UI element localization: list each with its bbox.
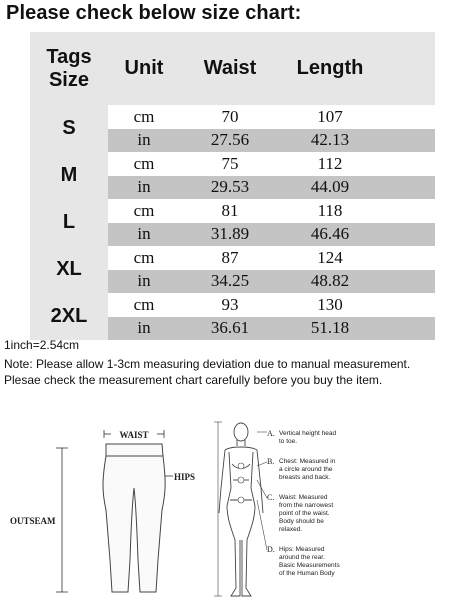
unit-cell: cm: [133, 200, 155, 220]
header-unit: Unit: [124, 57, 164, 79]
length-cell: 130: [317, 294, 343, 314]
outseam-label: OUTSEAM: [10, 516, 56, 526]
hips-label-group: [165, 472, 195, 482]
table-header: [30, 32, 435, 105]
size-tag: M: [30, 152, 108, 199]
length-cell: 112: [317, 153, 343, 173]
waist-cell: 29.53: [210, 177, 250, 197]
page-title: Please check below size chart:: [6, 2, 302, 24]
leggings-outline: [103, 444, 165, 592]
annotation-b: [267, 457, 336, 481]
header-waist: Waist: [203, 57, 257, 79]
annotation-c-line-4: Body should be: [279, 518, 324, 525]
length-cell: 42.13: [310, 130, 350, 150]
length-cell: 48.82: [310, 271, 350, 291]
unit-cell: in: [137, 177, 151, 197]
table-row: [108, 129, 435, 153]
size-tag: 2XL: [30, 293, 108, 340]
table-row: [108, 293, 435, 317]
measurement-note: Note: Please allow 1-3cm measuring deviation due to manual measurement. Plesae check the measurement chart carefully before you buy the item.: [4, 357, 411, 387]
unit-cell: cm: [133, 106, 155, 126]
waist-cell: 93: [221, 294, 239, 314]
annotation-d: [267, 545, 340, 577]
annotation-c-line-5: relaxed.: [279, 526, 303, 533]
waist-label: WAIST: [119, 430, 149, 440]
unit-conversion: 1inch=2.54cm: [4, 338, 80, 352]
size-rows: [108, 152, 435, 199]
leggings-diagram: [0, 420, 230, 600]
annotation-b-letter: B.: [267, 457, 275, 466]
annotation-d-line-3: Basic Measurements: [279, 562, 340, 569]
table-row: [108, 199, 435, 223]
size-group: [30, 246, 435, 293]
waist-cell: 75: [221, 153, 239, 173]
waist-cell: 70: [221, 106, 239, 126]
length-cell: 124: [317, 247, 343, 267]
header-spacer: [380, 32, 435, 105]
table-row: [108, 270, 435, 294]
annotation-d-line-2: around the rear.: [279, 554, 325, 561]
annotation-d-letter: D.: [267, 545, 275, 554]
length-cell: 118: [317, 200, 343, 220]
size-group: [30, 105, 435, 152]
length-cell: 51.18: [310, 318, 350, 338]
size-tag: S: [30, 105, 108, 152]
measurement-markers: [238, 432, 267, 550]
table-row: [108, 105, 435, 129]
table-row: [108, 317, 435, 341]
annotation-c: [267, 493, 333, 533]
waist-cell: 31.89: [210, 224, 250, 244]
waist-cell: 34.25: [210, 271, 250, 291]
size-rows: [108, 246, 435, 293]
hips-label: HIPS: [174, 472, 196, 482]
annotation-a-letter: A.: [267, 429, 275, 438]
annotation-c-letter: C.: [267, 493, 275, 502]
size-rows: [108, 105, 435, 152]
unit-cell: cm: [133, 294, 155, 314]
annotation-d-line-4: of the Human Body: [279, 570, 335, 577]
annotation-c-line-2: from the narrowest: [279, 502, 334, 509]
size-group: [30, 199, 435, 246]
annotation-a: [267, 429, 336, 445]
outseam-label-group: [10, 448, 68, 592]
size-group: [30, 293, 435, 340]
annotation-b-line-3: breasts and back.: [279, 474, 331, 481]
human-figure: [219, 423, 263, 596]
waist-cell: 87: [221, 247, 239, 267]
waist-label-group: [104, 430, 164, 440]
size-tag: XL: [30, 246, 108, 293]
unit-cell: in: [137, 318, 151, 338]
table-row: [108, 223, 435, 247]
length-cell: 107: [317, 106, 343, 126]
size-group: [30, 152, 435, 199]
body-measurement-diagram: [205, 418, 450, 600]
length-cell: 44.09: [310, 177, 350, 197]
annotation-b-line-1: Chest: Measured in: [279, 458, 336, 465]
unit-cell: in: [137, 130, 151, 150]
size-tag: L: [30, 199, 108, 246]
annotation-a-line-1: Vertical height head: [279, 430, 337, 437]
annotation-b-line-2: a circle around the: [279, 466, 333, 473]
unit-cell: cm: [133, 247, 155, 267]
header-tags-size: Tags Size: [46, 45, 92, 91]
annotation-c-line-1: Waist: Measured: [279, 494, 328, 501]
size-groups: [30, 105, 435, 340]
table-row: [108, 176, 435, 200]
unit-cell: in: [137, 224, 151, 244]
annotation-c-line-3: point of the waist.: [279, 510, 330, 517]
unit-cell: in: [137, 271, 151, 291]
length-cell: 46.46: [310, 224, 350, 244]
table-row: [108, 246, 435, 270]
size-rows: [108, 199, 435, 246]
waist-cell: 81: [221, 200, 239, 220]
size-rows: [108, 293, 435, 340]
annotation-a-line-2: to toe.: [279, 438, 298, 445]
header-length: Length: [296, 57, 364, 79]
annotation-d-line-1: Hips: Measured: [279, 546, 325, 553]
size-chart-table: [30, 32, 435, 340]
unit-cell: cm: [133, 153, 155, 173]
table-row: [108, 152, 435, 176]
waist-cell: 36.61: [210, 318, 250, 338]
waist-cell: 27.56: [210, 130, 250, 150]
